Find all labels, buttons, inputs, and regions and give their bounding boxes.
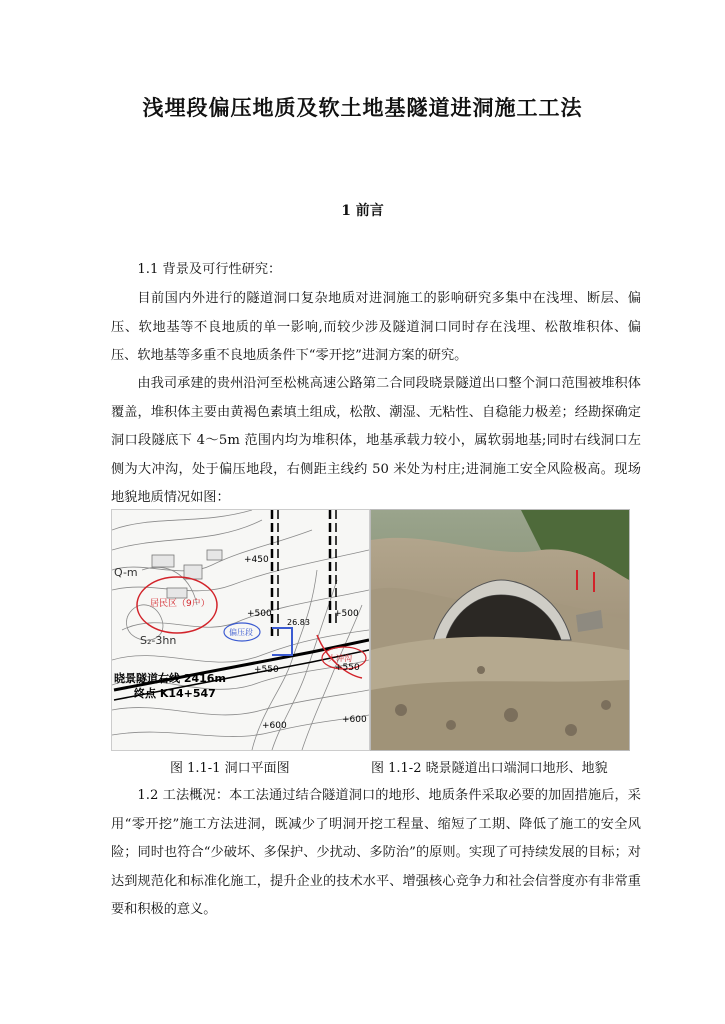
figure-2-caption: 图 1.1-2 晓景隧道出口端洞口地形、地貌 [371,761,608,776]
label-portal: 偏压段 [229,628,253,637]
label-elev-500-right: +500 [334,609,359,619]
label-elev-450: +450 [244,555,269,565]
paragraph-project: 由我司承建的贵州沿河至松桃高速公路第二合同段晓景隧道出口整个洞口范围被堆积体覆盖，堆积体主要由黄褐色素填土组成，松散、潮湿、无粘性、自稳能力极差；经勘探确定洞口段隧底下 4～5m 范围内均为堆积体，地基承载力较小，属软弱地基;同时右线洞口左侧为大冲沟，处于偏压地段，右侧距主线约 50 米处为村庄;进洞施工安全风险极高。现场地貌地质情况如图： [111,376,641,505]
label-end-point: 终点 K14+547 [134,687,216,700]
document-title: 浅埋段偏压地质及软土地基隧道进洞施工工法 [142,95,583,120]
label-elev-600-right: +600 [342,715,367,725]
label-elev-550-left: +550 [254,665,279,675]
label-gully: 大冲沟 [328,654,352,663]
label-spot-height: 26.83 [287,618,310,627]
portal-plan-map [111,509,370,751]
figure-1-caption: 图 1.1-1 洞口平面图 [170,761,290,776]
section-heading: 1 前言 [341,203,384,219]
label-strata-top: Q-m [114,566,138,579]
paragraph-background: 目前国内外进行的隧道洞口复杂地质对进洞施工的影响研究多集中在浅埋、断层、偏压、软地基等不良地质的单一影响,而较少涉及隧道洞口同时存在浅埋、松散堆积体、偏压、软地基等多重不良地质条件下“零开挖”进洞方案的研究。 [111,291,641,363]
label-elev-500-left: +500 [247,609,272,619]
label-elev-550-right: +550 [335,663,360,673]
paragraph-overview: 1.2 工法概况：本工法通过结合隧道洞口的地形、地质条件采取必要的加固措施后，采用“零开挖”施工方法进洞，既减少了明洞开挖工程量、缩短了工期、降低了施工的安全风险；同时也符合“少破坏、多保护、少扰动、多防治”的原则。实现了可持续发展的目标；对达到规范化和标准化施工，提升企业的技术水平、增强核心竞争力和社会信誉度亦有非常重要和积极的意义。 [111,788,641,917]
label-strata-mid: S₂-3hn [140,634,177,647]
label-residential: 居民区（9户） [150,599,210,609]
label-elev-600-left: +600 [262,721,287,731]
label-tunnel-line: 晓景隧道右线 2416m [114,672,226,685]
portal-site-photo [370,509,630,751]
paragraph-1-1-heading: 1.1 背景及可行性研究： [137,262,282,277]
